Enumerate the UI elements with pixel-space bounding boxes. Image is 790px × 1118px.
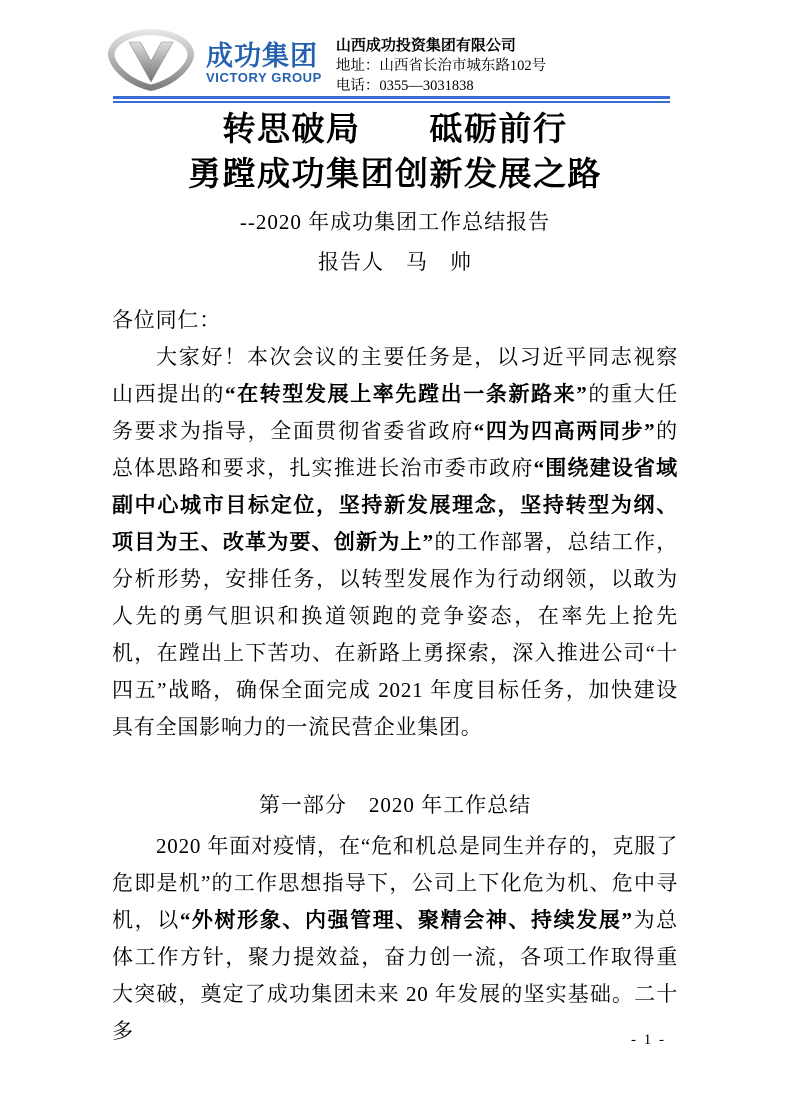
section-heading: 第一部分 2020 年工作总结 — [258, 793, 532, 817]
company-address: 地址：山西省长治市城东路102号 — [335, 58, 547, 74]
brand-name-cn: 成功集团 — [206, 41, 318, 71]
company-phone: 电话：0355—3031838 — [335, 78, 474, 94]
title-block — [112, 108, 678, 276]
victory-group-logo-icon — [106, 28, 196, 92]
brand-name-en: VICTORY GROUP — [206, 70, 322, 85]
company-name: 山西成功投资集团有限公司 — [335, 37, 516, 54]
salutation: 各位同仁： — [112, 308, 221, 332]
doc-title-line1: 转思破局 砥砺前行 — [222, 112, 568, 148]
brand-block — [206, 28, 322, 85]
presenter-line: 报告人 马 帅 — [318, 250, 472, 274]
paragraph-2020-summary: 2020 年面对疫情，在“危和机总是同生并存的，克服了危即是机”的工作思想指导下，公司上下化危为机、危中寻机，以“外树形象、内强管理、聚精会神、持续发展”为总体工作方针，聚力提效益，奋力创一流，各项工作取得重大突破，奠定了成功集团未来 20 年发展的坚实基础。二十多 — [112, 834, 678, 1043]
page-number: - 1 - — [631, 1032, 666, 1048]
paragraph-intro: 大家好！本次会议的主要任务是，以习近平同志视察山西提出的“在转型发展上率先蹚出一条新路来”的重大任务要求为指导，全面贯彻省委省政府“四为四高两同步”的总体思路和要求，扎实推进长治市委市政府“围绕建设省域副中心城市目标定位，坚持新发展理念，坚持转型为纲、项目为王、改革为要、创新为上”的工作部署，总结工作，分析形势，安排任务，以转型发展作为行动纲领，以敢为人先的勇气胆识和换道领跑的竞争姿态，在率先上抢先机，在蹚出上下苦功、在新路上勇探索，深入推进公司“十四五”战略，确保全面完成 2021 年度目标任务，加快建设具有全国影响力的一流民营企业集团。 — [112, 345, 679, 739]
document-body — [112, 302, 678, 1050]
company-info — [336, 28, 546, 96]
doc-title-line2: 勇蹚成功集团创新发展之路 — [188, 157, 602, 193]
doc-subtitle: --2020 年成功集团工作总结报告 — [239, 210, 551, 234]
letterhead — [106, 28, 678, 96]
letterhead-divider — [113, 96, 670, 103]
